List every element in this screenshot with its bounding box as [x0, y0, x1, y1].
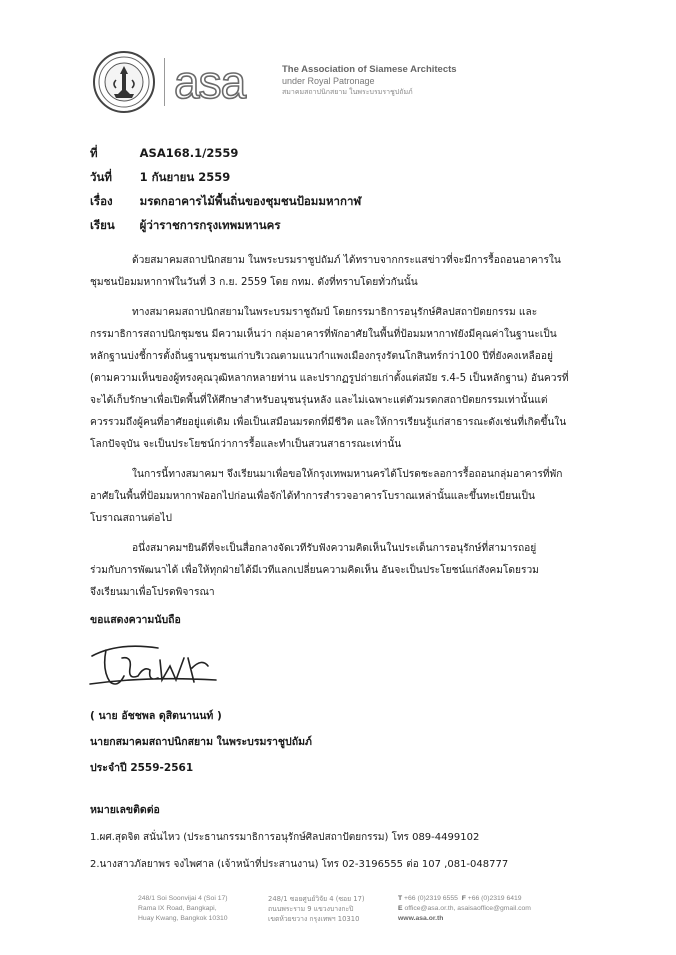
handwritten-signature [88, 636, 238, 692]
ref-label: ที่ [90, 146, 98, 160]
ref-row [90, 141, 361, 165]
tel-value: +66 (0)2319 6555 [404, 895, 458, 902]
signer-title: นายกสมาคมสถาปนิกสยาม ในพระบรมราชูปถัมภ์ [90, 736, 312, 748]
contacts-block [90, 796, 508, 878]
to-value: ผู้ว่าราชการกรุงเทพมหานคร [139, 218, 281, 232]
svg-text:asa: asa [174, 56, 246, 108]
signer-block [90, 703, 312, 781]
signer-term: ประจำปี 2559-2561 [90, 762, 194, 774]
text-line: โบราณสถานต่อไป [90, 513, 172, 524]
footer-line: 248/1 Soi Soonvijai 4 (Soi 17) [138, 895, 228, 902]
asa-logo [172, 56, 268, 108]
fax-value: +66 (0)2319 6419 [467, 895, 522, 902]
paragraph-4 [90, 538, 620, 604]
text-line: กรรมาธิการสถาปนิกชุมชน มีความเห็นว่า กลุ่มอาคารที่พักอาศัยในพื้นที่ป้อมมหากาฬยังมีคุณค่าในฐานะเป็น [90, 329, 557, 340]
text-line: ทางสมาคมสถาปนิกสยามในพระบรมราชูถัมป์ โดยกรรมาธิการอนุรักษ์ศิลปสถาปัตยกรรม และ [132, 307, 538, 318]
to-label: เรียน [90, 218, 115, 232]
text-line: อาศัยในพื้นที่ป้อมมหากาฬออกไปก่อนเพื่อจักได้ทำการสำรวจอาคารโบราณเหล่านั้นและขึ้นทะเบียนเป็น [90, 491, 535, 502]
footer-email-line [398, 904, 531, 914]
date-row [90, 165, 361, 189]
footer-line: 248/1 ซอยศูนย์วิจัย 4 (ซอย 17) [268, 895, 365, 903]
subject-value: มรดกอาคารไม้พื้นถิ่นของชุมชนป้อมมหากาฬ [139, 194, 362, 208]
org-patronage: under Royal Patronage [282, 76, 375, 86]
text-line: หลักฐานบ่งชี้การตั้งถิ่นฐานชุมชนเก่าบริเวณตามแนวกำแพงเมืองกรุงรัตนโกสินทร์กว่า100 ปีที่ยังคงเหลืออยู่ [90, 351, 553, 362]
ref-value: ASA168.1/2559 [139, 146, 239, 160]
footer-line: Rama IX Road, Bangkapi, [138, 905, 217, 912]
footer-line: Huay Kwang, Bangkok 10310 [138, 915, 228, 922]
contact-item: 2.นางสาวภัลยาพร จงไพศาล (เจ้าหน้าที่ประสานงาน) โทร 02-3196555 ต่อ 107 ,081-048777 [90, 859, 509, 870]
paragraph-3 [90, 464, 620, 530]
org-name: The Association of Siamese Architects [282, 64, 457, 75]
subject-label: เรื่อง [90, 194, 113, 208]
date-label: วันที่ [90, 170, 112, 184]
org-thai-name: สมาคมสถาปนิกสยาม ในพระบรมราชูปถัมภ์ [282, 88, 413, 96]
to-row [90, 213, 361, 237]
text-line: โลกปัจจุบัน จะเป็นประโยชน์กว่าการรื้อและทำเป็นสวนสาธารณะเท่านั้น [90, 439, 402, 450]
text-line: ชุมชนป้อมมหากาฬในวันที่ 3 ก.ย. 2559 โดย กทม. ดังที่ทราบโดยทั่วกันนั้น [90, 277, 418, 288]
letter-body [90, 250, 620, 612]
text-line: จะได้เก็บรักษาเพื่อเปิดพื้นที่ให้ศึกษาสำหรับอนุชนรุ่นหลัง และไม่เฉพาะแต่ตัวมรดกสถาปัตยกรรมเท่านั้นแต่ [90, 395, 548, 406]
closing-phrase: ขอแสดงความนับถือ [90, 614, 181, 626]
text-line: จึงเรียนมาเพื่อโปรดพิจารณา [90, 587, 215, 598]
text-line: อนึ่งสมาคมฯยินดีที่จะเป็นสื่อกลางจัดเวทีรับฟังความคิดเห็นในประเด็นการอนุรักษ์ที่สามารถอยู่ [132, 543, 537, 554]
paragraph-1 [90, 250, 620, 294]
footer-address-en [138, 894, 228, 924]
footer-line: ถนนพระราม 9 แขวงบางกะปิ [268, 905, 354, 913]
org-block [282, 64, 542, 97]
royal-seal-logo [92, 50, 156, 114]
subject-row [90, 189, 361, 213]
letter-header-fields [90, 141, 361, 237]
text-line: ร่วมกับการพัฒนาได้ เพื่อให้ทุกฝ่ายได้มีเวทีแลกเปลี่ยนความคิดเห็น อันจะเป็นประโยชน์แก่สังคมโดยรวม [90, 565, 539, 576]
footer-address-th [268, 894, 365, 924]
fax-label: F [461, 895, 466, 902]
footer-web-line [398, 914, 531, 924]
tel-label: T [398, 895, 403, 902]
contact-item: 1.ผศ.สุดจิต สนั่นไหว (ประธานกรรมาธิการอนุรักษ์ศิลปสถาปัตยกรรม) โทร 089-4499102 [90, 832, 480, 843]
website-link[interactable]: www.asa.or.th [398, 915, 444, 922]
signer-name: ( นาย อัชชพล ดุสิตนานนท์ ) [90, 710, 222, 722]
date-value: 1 กันยายน 2559 [139, 170, 231, 184]
footer-phone-line [398, 894, 531, 904]
text-line: ควรรวมถึงผู้คนที่อาศัยอยู่แต่เดิม เพื่อเป็นเสมือนมรดกที่มีชีวิต และให้การเรียนรู้แก่สาธารณะดังเช่นที่เกิดขึ้นใน [90, 417, 567, 428]
email-value: office@asa.or.th, asaisaoffice@gmail.com [404, 905, 531, 912]
contacts-heading: หมายเลขติดต่อ [90, 804, 160, 816]
paragraph-2 [90, 302, 620, 456]
text-line: ในการนี้ทางสมาคมฯ จึงเรียนมาเพื่อขอให้กรุงเทพมหานครได้โปรดชะลอการรื้อถอนกลุ่มอาคารที่พัก [132, 469, 563, 480]
email-label: E [398, 905, 403, 912]
text-line: (ตามความเห็นของผู้ทรงคุณวุฒิหลากหลายท่าน และปรากฏรูปถ่ายเก่าตั้งแต่สมัย ร.4-5 เป็นหลักฐาน) อันควรที่ [90, 373, 569, 384]
text-line: ด้วยสมาคมสถาปนิกสยาม ในพระบรมราชูปถัมภ์ ได้ทราบจากกระแสข่าวที่จะมีการรื้อถอนอาคารใน [132, 255, 561, 266]
footer-line: เขตห้วยขวาง กรุงเทพฯ 10310 [268, 915, 360, 923]
logo-divider [164, 58, 165, 106]
footer-contact [398, 894, 531, 924]
